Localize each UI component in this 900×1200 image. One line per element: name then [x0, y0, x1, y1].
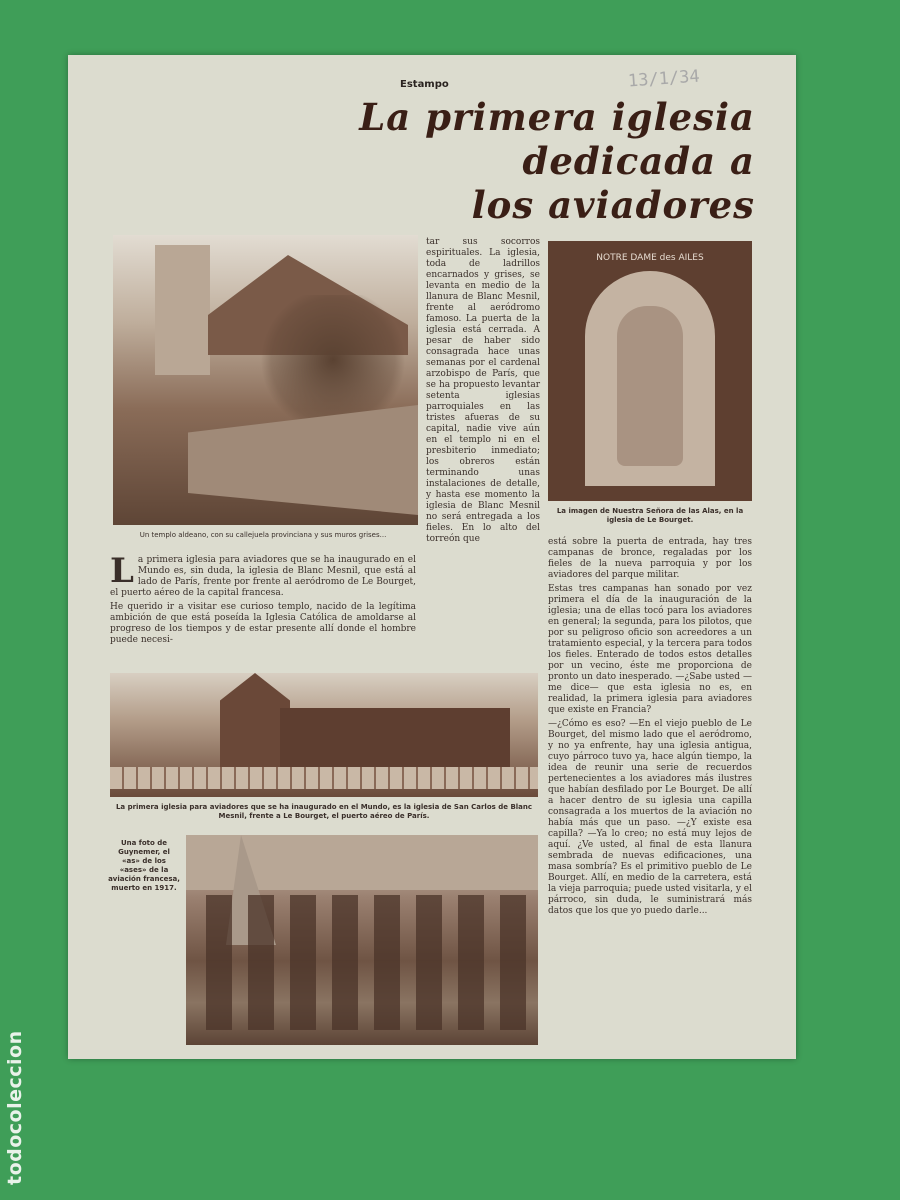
title-line-1: La primera iglesia [359, 95, 755, 139]
magazine-page [68, 55, 796, 1059]
bell-tower [155, 245, 210, 375]
fence [110, 767, 538, 789]
stone-wall [188, 405, 418, 515]
inscription: NOTRE DAME des AILES [596, 253, 704, 263]
right-column-3: —¿Cómo es eso? —En el viejo pueblo de Le Bourget, del mismo lado que el aeródromo, y no ya enfrente, hay una iglesia antigua, cuyo párroco tuvo ya, hace algún tiempo, la idea de reunir una serie de recuerdos pertenecientes a los aviadores más ilustres que habían desfilado por Le Bourget. De allí a hacer dentro de su iglesia una capilla consagrada a los muertos de la aviación no había más que un paso. —¿Y existe esa capilla? —Ya lo creo; no está muy lejos de aquí. ¿Ve usted, al final de esta llanura sembrada de nuevas edificaciones, una masa sombría? Es el primitivo pueblo de Le Bourget. Allí, en medio de la carretera, está la vieja parroquia; puede usted visitarla, y el párroco, sin duda, le suministrará más datos que los que yo puedo darle... [548, 719, 752, 916]
caption-guynemer: Una foto de Guynemer, el «as» de los «ases» de la aviación francesa, muerto en 1917. [108, 839, 180, 892]
title-line-2: dedicada a [522, 139, 755, 183]
caption-village-church: Un templo aldeano, con su callejuela provinciana y sus muros grises... [139, 531, 387, 539]
magazine-name: Estampo [400, 79, 449, 90]
caption-notre-dame: La imagen de Nuestra Señora de las Alas, en la iglesia de Le Bourget. [556, 507, 744, 524]
article-title [110, 95, 755, 227]
virgin-statue [617, 306, 683, 466]
soldiers-group [206, 895, 526, 1030]
right-column-1: está sobre la puerta de entrada, hay tres campanas de bronce, regaladas por los fieles de la nueva parroquia y por los aviadores del parque militar. [548, 537, 752, 580]
intro-text: a primera iglesia para aviadores que se ha inaugurado en el Mundo es, sin duda, la iglesia de Blanc Mesnil, que está al lado de París, frente por frente al aeródromo de Le Bourget, el puerto aéreo de la capital francesa. [110, 555, 416, 598]
middle-column: tar sus socorros espirituales. La iglesia, toda de ladrillos encarnados y grises, se levanta en medio de la llanura de Blanc Mesnil, frente al aeródromo famoso. La puerta de la iglesia está cerrada. A pesar de haber sido consagrada hace unas semanas por el cardenal arzobispo de París, que se ha propuesto levantar setenta iglesias parroquiales en las tristes afueras de su capital, nadie vive aún en el templo ni en el presbiterio inmediato; los obreros están terminando unas instalaciones de detalle, y hasta ese momento la iglesia de Blanc Mesnil no será entregada a los fieles. En lo alto del torreón que [426, 237, 540, 544]
photo-notre-dame-des-ailes [548, 241, 752, 501]
handwritten-date: 13/1/34 [627, 66, 701, 92]
photo-village-church [113, 235, 418, 525]
photo-soldiers [186, 835, 538, 1045]
right-column [548, 537, 752, 920]
drop-cap: L [110, 551, 134, 591]
second-paragraph: He querido ir a visitar ese curioso templo, nacido de la legítima ambición de que está poseída la Iglesia Católica de amoldarse al progreso de los tiempos y de estar presente allí donde el hombre puede necesi- [110, 602, 416, 645]
watermark: todocoleccion [4, 1030, 26, 1185]
intro-block [110, 551, 416, 649]
tree [253, 295, 413, 425]
title-line-3: los aviadores [471, 183, 755, 227]
intro-paragraph [110, 551, 416, 599]
right-column-2: Estas tres campanas han sonado por vez primera el día de la inauguración de la iglesia; una de ellas tocó para los aviadores en general; la segunda, para los pilotos, que por su peligroso oficio son acreedores a un tratamiento especial, y la tercera para todos los fieles. Enterado de todos estos detalles por un vecino, éste me proporciona de pronto un dato inesperado. —¿Sabe usted — me dice— que esta iglesia no es, en realidad, la primera iglesia para aviadores que existe en Francia? [548, 584, 752, 715]
photo-blanc-mesnil-church [110, 673, 538, 797]
caption-blanc-mesnil: La primera iglesia para aviadores que se ha inaugurado en el Mundo, es la iglesia de San Carlos de Blanc Mesnil, frente a Le Bourget, el puerto aéreo de París. [115, 803, 533, 820]
